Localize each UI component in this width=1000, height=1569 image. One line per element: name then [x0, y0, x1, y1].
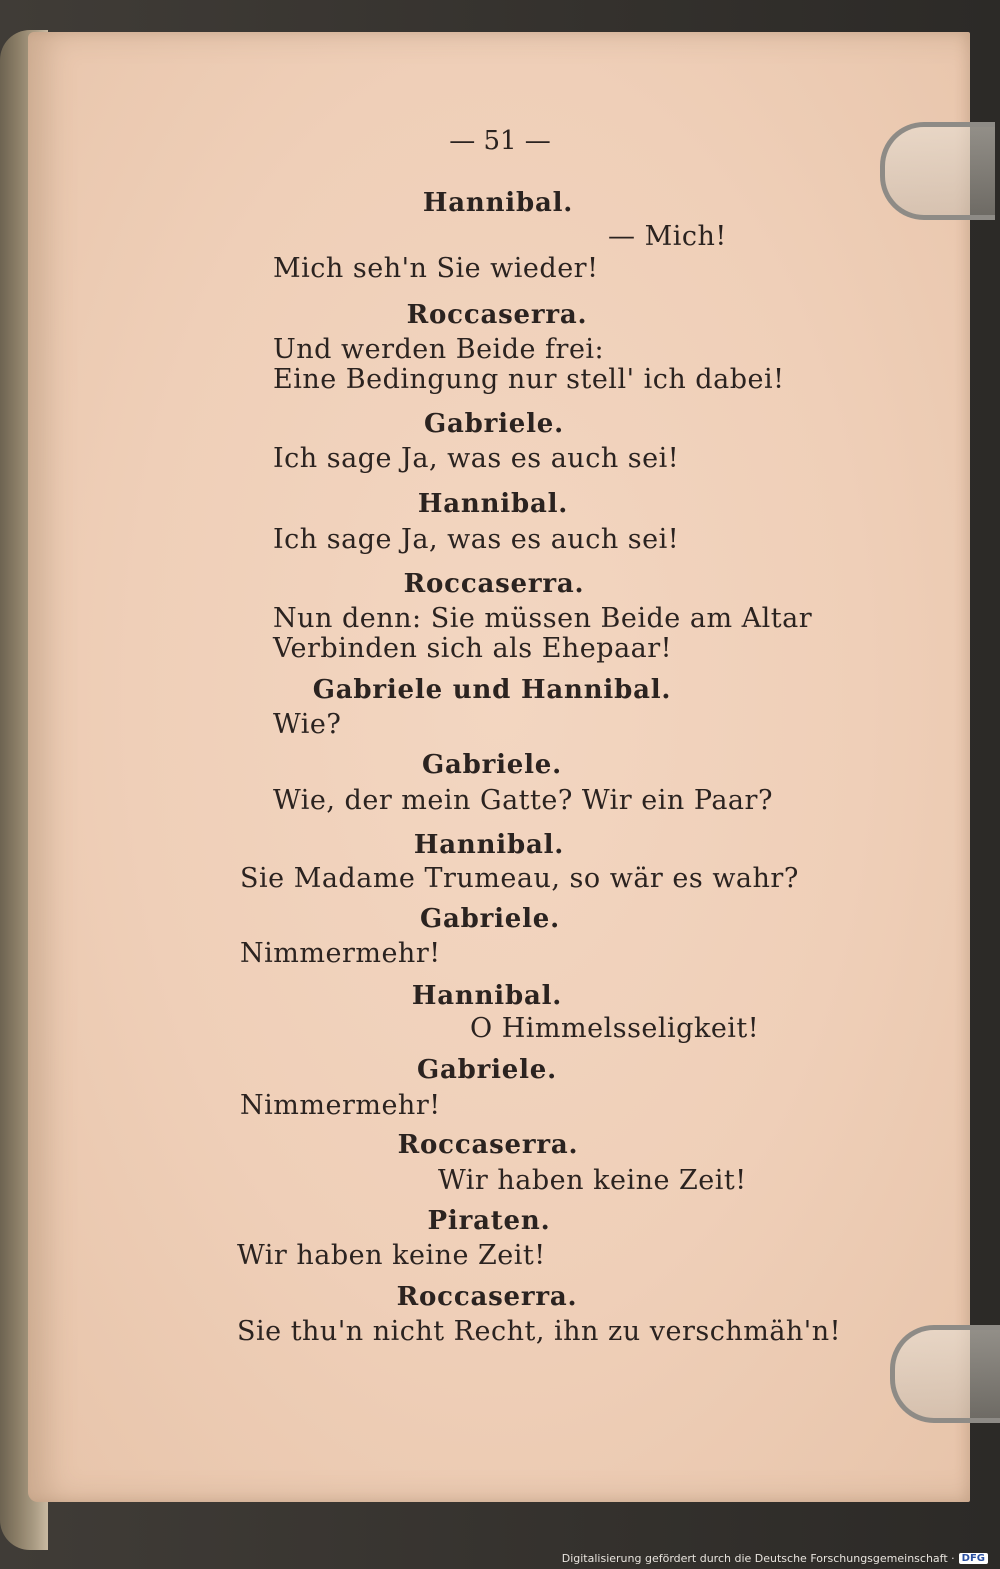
speaker-heading: Hannibal. — [422, 188, 574, 218]
speaker-heading: Hannibal. — [413, 830, 565, 860]
verse-line: — Mich! — [608, 221, 727, 252]
dfg-logo: DFG — [959, 1553, 988, 1564]
verse-line: Wie? — [273, 709, 342, 740]
verse-line: Nimmermehr! — [240, 1090, 441, 1121]
speaker-heading: Hannibal. — [417, 489, 569, 519]
speaker-heading: Gabriele und Hannibal. — [312, 675, 672, 705]
speaker-heading: Roccaserra. — [403, 569, 585, 599]
speaker-heading: Gabriele. — [423, 409, 565, 439]
speaker-heading: Gabriele. — [416, 1055, 558, 1085]
verse-line: Ich sage Ja, was es auch sei! — [273, 443, 680, 474]
digitization-credit — [562, 1552, 988, 1565]
verse-line: Wir haben keine Zeit! — [237, 1240, 546, 1271]
speaker-heading: Roccaserra. — [406, 300, 588, 330]
page-number: — 51 — — [449, 126, 551, 156]
credit-text: Digitalisierung gefördert durch die Deutsche Forschungsgemeinschaft · — [561, 1552, 955, 1565]
verse-line: O Himmelsseligkeit! — [470, 1013, 760, 1044]
speaker-heading: Piraten. — [427, 1206, 551, 1236]
verse-line: Sie thu'n nicht Recht, ihn zu verschmäh'n! — [237, 1316, 841, 1347]
speaker-heading: Roccaserra. — [396, 1282, 578, 1312]
verse-line: Wir haben keine Zeit! — [438, 1165, 747, 1196]
verse-line: Mich seh'n Sie wieder! — [273, 253, 599, 284]
verse-line: Ich sage Ja, was es auch sei! — [273, 524, 680, 555]
speaker-heading: Hannibal. — [411, 981, 563, 1011]
verse-line: Wie, der mein Gatte? Wir ein Paar? — [273, 785, 773, 816]
speaker-heading: Roccaserra. — [397, 1130, 579, 1160]
verse-line: Nun denn: Sie müssen Beide am Altar — [273, 603, 813, 634]
verse-line: Und werden Beide frei: — [273, 334, 605, 365]
speaker-heading: Gabriele. — [421, 750, 563, 780]
verse-line: Eine Bedingung nur stell' ich dabei! — [273, 364, 785, 395]
verse-line: Nimmermehr! — [240, 938, 441, 969]
verse-line: Sie Madame Trumeau, so wär es wahr? — [240, 863, 799, 894]
verse-line: Verbinden sich als Ehepaar! — [273, 633, 673, 664]
speaker-heading: Gabriele. — [419, 904, 561, 934]
